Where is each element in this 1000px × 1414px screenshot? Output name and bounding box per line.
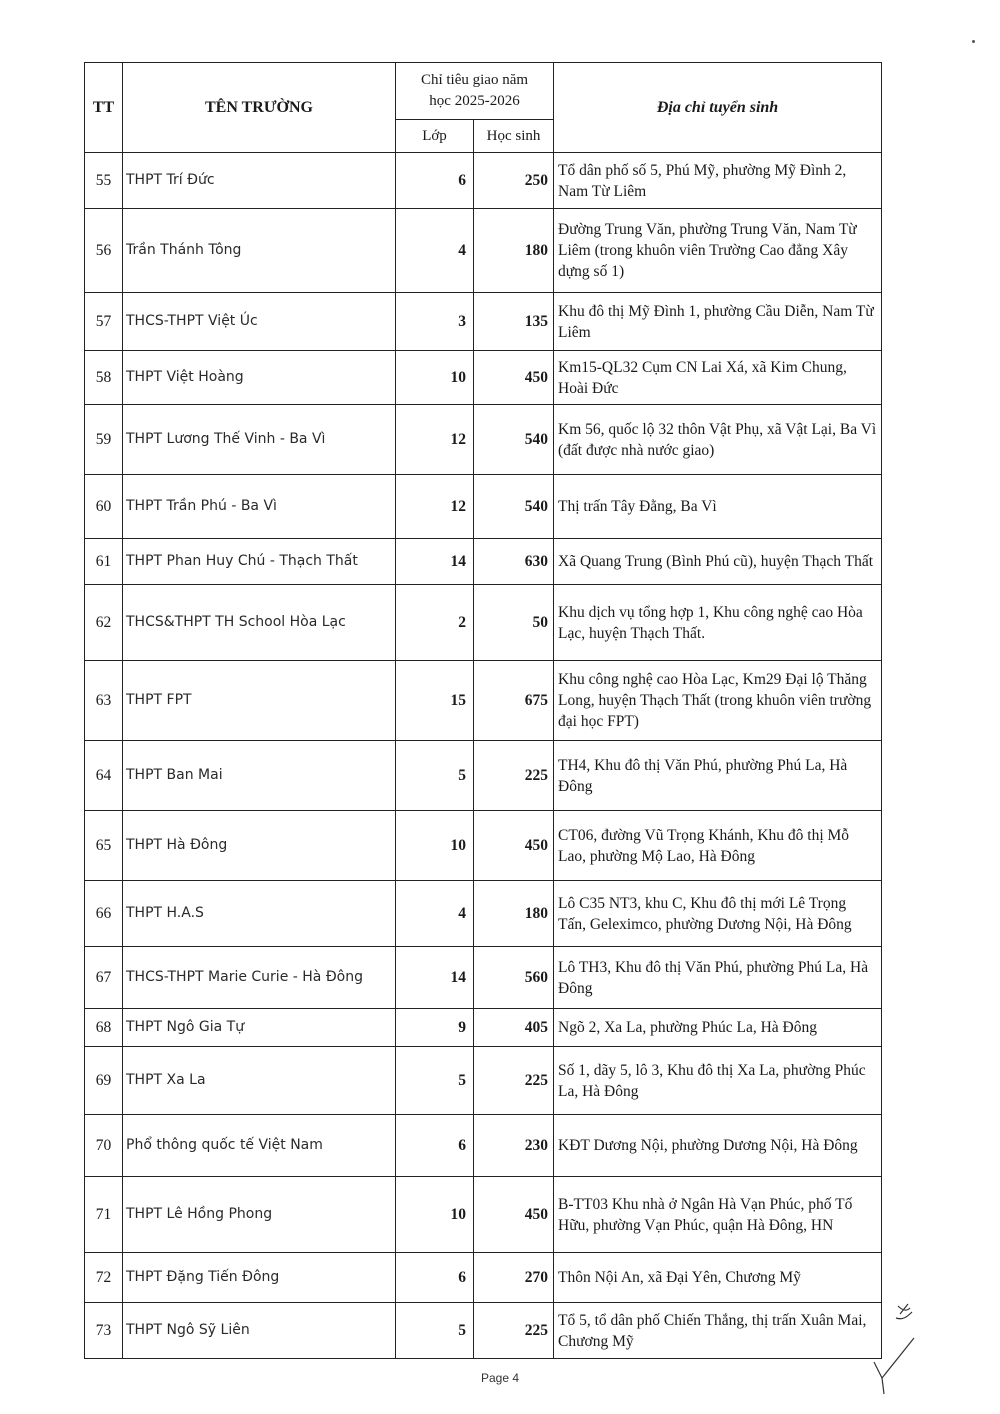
- row-students: 250: [474, 153, 554, 209]
- row-school-name: THPT Ngô Gia Tự: [123, 1009, 396, 1047]
- row-school-name: THPT Ban Mai: [123, 741, 396, 811]
- row-classes: 10: [396, 351, 474, 405]
- row-tt: 64: [85, 741, 123, 811]
- row-school-name: THPT FPT: [123, 661, 396, 741]
- row-classes: 9: [396, 1009, 474, 1047]
- header-quota-line1: Chỉ tiêu giao năm: [420, 72, 529, 88]
- header-quota: [396, 63, 554, 120]
- school-quota-table: [84, 62, 882, 1359]
- row-tt: 73: [85, 1303, 123, 1359]
- row-school-name: THPT Phan Huy Chú - Thạch Thất: [123, 539, 396, 585]
- row-address: Số 1, dãy 5, lô 3, Khu đô thị Xa La, phường Phúc La, Hà Đông: [554, 1047, 882, 1115]
- row-address: Thôn Nội An, xã Đại Yên, Chương Mỹ: [554, 1253, 882, 1303]
- row-tt: 71: [85, 1177, 123, 1253]
- table-row: [85, 1115, 882, 1177]
- row-classes: 3: [396, 293, 474, 351]
- row-students: 270: [474, 1253, 554, 1303]
- row-address: Km15-QL32 Cụm CN Lai Xá, xã Kim Chung, Hoài Đức: [554, 351, 882, 405]
- table-row: [85, 153, 882, 209]
- table-row: [85, 1303, 882, 1359]
- table-row: [85, 661, 882, 741]
- row-tt: 65: [85, 811, 123, 881]
- row-classes: 10: [396, 811, 474, 881]
- row-tt: 69: [85, 1047, 123, 1115]
- row-tt: 66: [85, 881, 123, 947]
- row-classes: 4: [396, 881, 474, 947]
- table-row: [85, 1253, 882, 1303]
- row-address: CT06, đường Vũ Trọng Khánh, Khu đô thị Mỗ Lao, phường Mộ Lao, Hà Đông: [554, 811, 882, 881]
- row-classes: 6: [396, 153, 474, 209]
- scan-speck: [972, 40, 975, 43]
- header-tt: TT: [85, 63, 123, 153]
- row-address: Ngõ 2, Xa La, phường Phúc La, Hà Đông: [554, 1009, 882, 1047]
- table-row: [85, 1009, 882, 1047]
- row-classes: 6: [396, 1253, 474, 1303]
- table-row: [85, 947, 882, 1009]
- row-tt: 70: [85, 1115, 123, 1177]
- table-row: [85, 811, 882, 881]
- row-school-name: THPT Ngô Sỹ Liên: [123, 1303, 396, 1359]
- row-address: Khu đô thị Mỹ Đình 1, phường Cầu Diễn, Nam Từ Liêm: [554, 293, 882, 351]
- row-school-name: THCS-THPT Marie Curie - Hà Đông: [123, 947, 396, 1009]
- row-tt: 55: [85, 153, 123, 209]
- row-students: 450: [474, 351, 554, 405]
- row-tt: 57: [85, 293, 123, 351]
- row-tt: 62: [85, 585, 123, 661]
- row-classes: 5: [396, 1303, 474, 1359]
- row-address: B-TT03 Khu nhà ở Ngân Hà Vạn Phúc, phố Tố Hữu, phường Vạn Phúc, quận Hà Đông, HN: [554, 1177, 882, 1253]
- table-row: [85, 1177, 882, 1253]
- row-students: 405: [474, 1009, 554, 1047]
- row-students: 230: [474, 1115, 554, 1177]
- table-row: [85, 585, 882, 661]
- row-address: Km 56, quốc lộ 32 thôn Vật Phụ, xã Vật Lại, Ba Vì (đất được nhà nước giao): [554, 405, 882, 475]
- row-students: 540: [474, 405, 554, 475]
- row-address: Xã Quang Trung (Bình Phú cũ), huyện Thạch Thất: [554, 539, 882, 585]
- table-row: [85, 209, 882, 293]
- row-classes: 5: [396, 741, 474, 811]
- row-students: 450: [474, 811, 554, 881]
- row-students: 180: [474, 209, 554, 293]
- row-address: TH4, Khu đô thị Văn Phú, phường Phú La, Hà Đông: [554, 741, 882, 811]
- row-address: Thị trấn Tây Đằng, Ba Vì: [554, 475, 882, 539]
- row-tt: 60: [85, 475, 123, 539]
- row-classes: 5: [396, 1047, 474, 1115]
- row-school-name: THCS&THPT TH School Hòa Lạc: [123, 585, 396, 661]
- header-school-name: TÊN TRƯỜNG: [123, 63, 396, 153]
- row-tt: 72: [85, 1253, 123, 1303]
- row-students: 50: [474, 585, 554, 661]
- table-row: [85, 475, 882, 539]
- row-students: 450: [474, 1177, 554, 1253]
- row-address: Đường Trung Văn, phường Trung Văn, Nam Từ Liêm (trong khuôn viên Trường Cao đẳng Xây dựng số 1): [554, 209, 882, 293]
- row-students: 225: [474, 1047, 554, 1115]
- row-students: 135: [474, 293, 554, 351]
- row-students: 560: [474, 947, 554, 1009]
- header-classes: Lớp: [396, 120, 474, 153]
- school-quota-table-container: [84, 62, 881, 1359]
- row-classes: 12: [396, 475, 474, 539]
- row-classes: 15: [396, 661, 474, 741]
- row-tt: 59: [85, 405, 123, 475]
- row-classes: 14: [396, 539, 474, 585]
- row-school-name: Trần Thánh Tông: [123, 209, 396, 293]
- row-school-name: THPT Đặng Tiến Đông: [123, 1253, 396, 1303]
- table-row: [85, 539, 882, 585]
- row-school-name: THPT Lương Thế Vinh - Ba Vì: [123, 405, 396, 475]
- row-tt: 61: [85, 539, 123, 585]
- row-school-name: THPT Lê Hồng Phong: [123, 1177, 396, 1253]
- row-students: 180: [474, 881, 554, 947]
- row-tt: 67: [85, 947, 123, 1009]
- row-classes: 10: [396, 1177, 474, 1253]
- page-number: Page 4: [480, 1371, 520, 1385]
- table-row: [85, 1047, 882, 1115]
- row-school-name: THPT Hà Đông: [123, 811, 396, 881]
- table-row: [85, 741, 882, 811]
- table-row: [85, 351, 882, 405]
- row-address: KĐT Dương Nội, phường Dương Nội, Hà Đông: [554, 1115, 882, 1177]
- row-address: Khu công nghệ cao Hòa Lạc, Km29 Đại lộ Thăng Long, huyện Thạch Thất (trong khuôn viên trường đại học FPT): [554, 661, 882, 741]
- row-students: 630: [474, 539, 554, 585]
- row-school-name: THPT Trí Đức: [123, 153, 396, 209]
- row-classes: 2: [396, 585, 474, 661]
- row-classes: 6: [396, 1115, 474, 1177]
- header-address: Địa chỉ tuyển sinh: [554, 63, 882, 153]
- table-header: [85, 63, 882, 153]
- row-students: 225: [474, 1303, 554, 1359]
- row-school-name: Phổ thông quốc tế Việt Nam: [123, 1115, 396, 1177]
- row-classes: 4: [396, 209, 474, 293]
- table-row: [85, 881, 882, 947]
- row-tt: 58: [85, 351, 123, 405]
- row-school-name: THPT Trần Phú - Ba Vì: [123, 475, 396, 539]
- row-students: 225: [474, 741, 554, 811]
- row-students: 540: [474, 475, 554, 539]
- row-address: Khu dịch vụ tổng hợp 1, Khu công nghệ cao Hòa Lạc, huyện Thạch Thất.: [554, 585, 882, 661]
- header-students: Học sinh: [474, 120, 554, 153]
- row-address: Lô C35 NT3, khu C, Khu đô thị mới Lê Trọng Tấn, Geleximco, phường Dương Nội, Hà Đông: [554, 881, 882, 947]
- row-tt: 56: [85, 209, 123, 293]
- row-school-name: THPT Xa La: [123, 1047, 396, 1115]
- row-classes: 14: [396, 947, 474, 1009]
- row-school-name: THCS-THPT Việt Úc: [123, 293, 396, 351]
- table-row: [85, 293, 882, 351]
- table-body: [85, 153, 882, 1359]
- table-row: [85, 405, 882, 475]
- row-school-name: THPT H.A.S: [123, 881, 396, 947]
- row-classes: 12: [396, 405, 474, 475]
- row-tt: 63: [85, 661, 123, 741]
- row-students: 675: [474, 661, 554, 741]
- row-school-name: THPT Việt Hoàng: [123, 351, 396, 405]
- signature-mark: [862, 1298, 922, 1398]
- row-tt: 68: [85, 1009, 123, 1047]
- row-address: Tổ 5, tổ dân phố Chiến Thắng, thị trấn Xuân Mai, Chương Mỹ: [554, 1303, 882, 1359]
- row-address: Tổ dân phố số 5, Phú Mỹ, phường Mỹ Đình 2, Nam Từ Liêm: [554, 153, 882, 209]
- header-quota-line2: học 2025-2026: [429, 93, 520, 109]
- row-address: Lô TH3, Khu đô thị Văn Phú, phường Phú La, Hà Đông: [554, 947, 882, 1009]
